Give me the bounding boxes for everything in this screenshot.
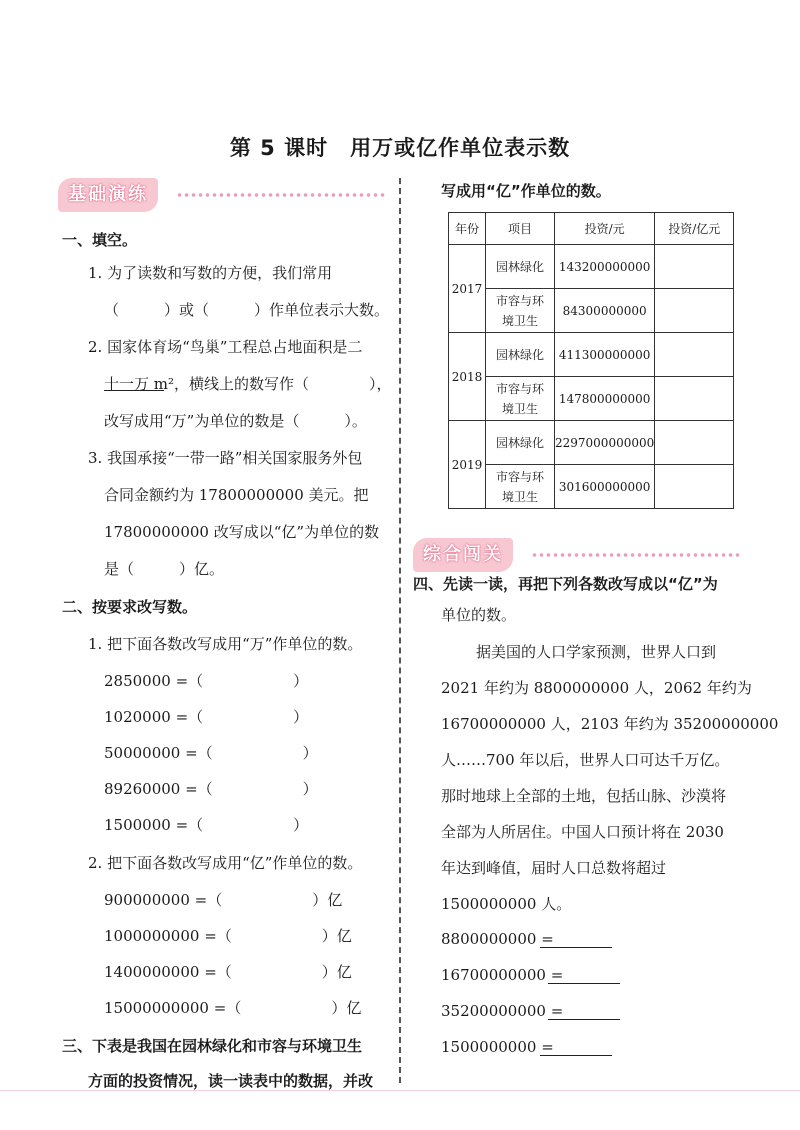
table-row	[449, 245, 734, 289]
answer-prompt-4: 1500000000 =	[441, 1038, 554, 1056]
answer-prompt-3: 35200000000 =	[441, 1002, 564, 1020]
value-cell: 301600000000	[555, 465, 655, 509]
header-investment-yi: 投资/亿元	[655, 213, 734, 245]
item-cell: 市容与环境卫生	[486, 289, 555, 333]
answer-cell[interactable]	[655, 421, 734, 465]
investment-table	[448, 212, 734, 509]
q2-line-1: 2. 国家体育场“鸟巢”工程总占地面积是二	[88, 338, 363, 356]
value-cell: 143200000000	[555, 245, 655, 289]
answer-cell[interactable]	[655, 333, 734, 377]
yi-item-1: 900000000 =（ ）亿	[104, 891, 343, 909]
item-cell: 市容与环境卫生	[486, 377, 555, 421]
table-row	[449, 333, 734, 377]
value-cell: 411300000000	[555, 333, 655, 377]
section-4-line-1: 四、先读一读，再把下列各数改写成以“亿”为	[413, 575, 718, 593]
section-4-line-2: 单位的数。	[441, 606, 517, 624]
value-cell: 147800000000	[555, 377, 655, 421]
answer-cell[interactable]	[655, 377, 734, 421]
page-title: 第 5 课时 用万或亿作单位表示数	[229, 136, 571, 160]
item-cell: 园林绿化	[486, 421, 555, 465]
q3-line-4: 是（ ）亿。	[104, 560, 225, 578]
table-row	[449, 289, 734, 333]
answer-blank-1[interactable]	[540, 947, 612, 948]
answer-cell[interactable]	[655, 465, 734, 509]
header-year: 年份	[449, 213, 486, 245]
section-3-continuation: 写成用“亿”作单位的数。	[441, 182, 611, 200]
basic-practice-label: 基础演练	[58, 178, 158, 212]
table-row	[449, 421, 734, 465]
q3-line-3: 17800000000 改写成以“亿”为单位的数	[104, 523, 380, 541]
section-2-heading: 二、按要求改写数。	[62, 598, 198, 616]
item-cell: 园林绿化	[486, 245, 555, 289]
year-cell: 2019	[449, 421, 486, 509]
answer-cell[interactable]	[655, 245, 734, 289]
yi-item-3: 1400000000 =（ ）亿	[104, 963, 352, 981]
section-3-line-1: 三、下表是我国在园林绿化和市容与环境卫生	[62, 1037, 363, 1055]
passage-line-5: 那时地球上全部的土地，包括山脉、沙漠将	[441, 787, 727, 805]
item-cell: 园林绿化	[486, 333, 555, 377]
year-cell: 2018	[449, 333, 486, 421]
underline-mark	[104, 390, 164, 391]
value-cell: 2297000000000	[555, 421, 655, 465]
year-cell: 2017	[449, 245, 486, 333]
combined-challenge-label: 综合闯关	[413, 538, 513, 572]
table-header-row	[449, 213, 734, 245]
answer-cell[interactable]	[655, 289, 734, 333]
table-row	[449, 377, 734, 421]
q2-line-2: 十一万 m²，横线上的数写作（ ），	[104, 375, 392, 393]
answer-prompt-2: 16700000000 =	[441, 966, 564, 984]
q1-line-2: （ ）或（ ）作单位表示大数。	[104, 301, 390, 319]
header-investment-yuan: 投资/元	[555, 213, 655, 245]
passage-line-2: 2021 年约为 8800000000 人，2062 年约为	[441, 679, 752, 697]
yi-item-2: 1000000000 =（ ）亿	[104, 927, 352, 945]
passage-line-8: 1500000000 人。	[441, 895, 572, 913]
answer-blank-4[interactable]	[540, 1055, 612, 1056]
q2-line-3: 改写成用“万”为单位的数是（ ）。	[104, 412, 367, 430]
wan-item-4: 89260000 =（ ）	[104, 780, 318, 798]
header-item: 项目	[486, 213, 555, 245]
column-divider	[399, 178, 401, 1083]
q1-line-1: 1. 为了读数和写数的方便，我们常用	[88, 264, 333, 282]
passage-line-6: 全部为人所居住。中国人口预计将在 2030	[441, 823, 724, 841]
wan-item-3: 50000000 =（ ）	[104, 744, 318, 762]
yi-item-4: 15000000000 =（ ）亿	[104, 999, 362, 1017]
answer-blank-3[interactable]	[548, 1019, 620, 1020]
section-2-sub-2: 2. 把下面各数改写成用“亿”作单位的数。	[88, 854, 363, 872]
passage-line-1: 据美国的人口学家预测，世界人口到	[476, 643, 717, 661]
passage-line-4: 人……700 年以后，世界人口可达千万亿。	[441, 751, 730, 769]
value-cell: 84300000000	[555, 289, 655, 333]
answer-blank-2[interactable]	[548, 983, 620, 984]
combined-challenge-banner	[413, 538, 743, 572]
q3-line-1: 3. 我国承接“一带一路”相关国家服务外包	[88, 449, 363, 467]
page-footer-line	[0, 1090, 800, 1091]
section-2-sub-1: 1. 把下面各数改写成用“万”作单位的数。	[88, 635, 363, 653]
wan-item-1: 2850000 =（ ）	[104, 672, 309, 690]
answer-prompt-1: 8800000000 =	[441, 930, 554, 948]
table-row	[449, 465, 734, 509]
basic-practice-banner	[58, 178, 388, 212]
section-1-heading: 一、填空。	[62, 231, 138, 249]
item-cell: 市容与环境卫生	[486, 465, 555, 509]
wan-item-5: 1500000 =（ ）	[104, 816, 309, 834]
passage-line-3: 16700000000 人，2103 年约为 35200000000	[441, 715, 779, 733]
q3-line-2: 合同金额约为 17800000000 美元。把	[104, 486, 369, 504]
wan-item-2: 1020000 =（ ）	[104, 708, 309, 726]
banner-dots	[176, 193, 386, 197]
passage-line-7: 年达到峰值，届时人口总数将超过	[441, 859, 667, 877]
banner-dots	[531, 553, 741, 557]
section-3-line-2: 方面的投资情况，读一读表中的数据，并改	[88, 1072, 374, 1090]
